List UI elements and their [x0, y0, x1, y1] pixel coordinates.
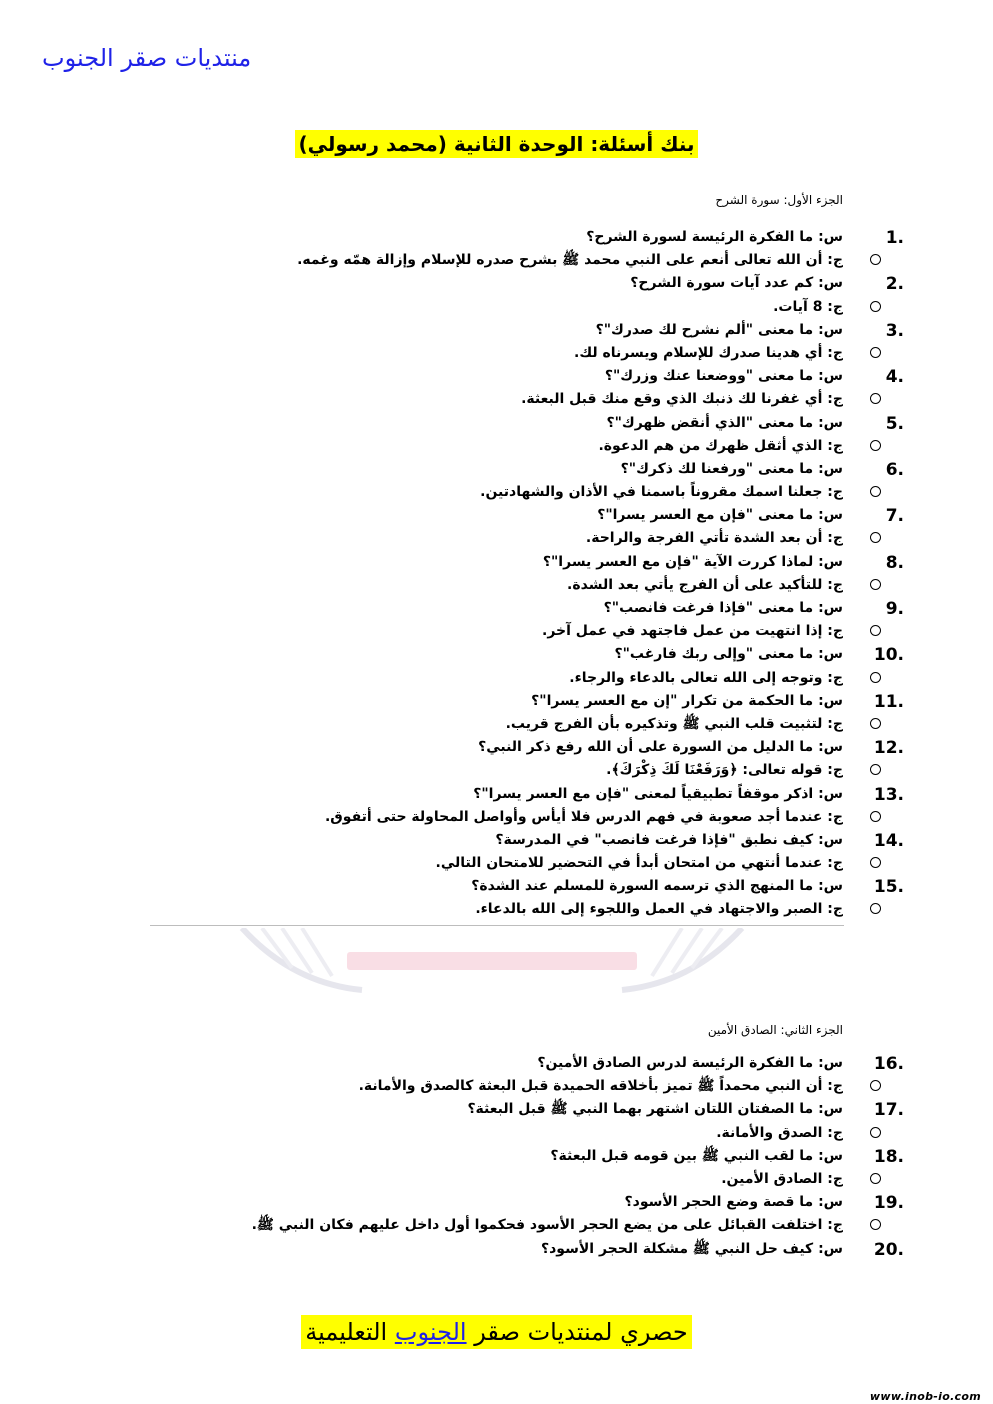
circle-bullet-icon: [870, 1080, 881, 1091]
question-row: [0, 412, 993, 435]
answer-text: ج: لتثبيت قلب النبي ﷺ وتذكيره بأن الفرج قريب.: [505, 715, 843, 732]
answer-text: ج: أي هدينا صدرك للإسلام ويسرناه لك.: [574, 344, 843, 361]
question-row: [0, 690, 993, 713]
circle-bullet-icon: [870, 393, 881, 404]
answer-text: ج: أن النبي محمداً ﷺ تميز بأخلاقه الحميدة قبل البعثة كالصدق والأمانة.: [358, 1078, 843, 1095]
answer-row: [0, 759, 993, 782]
circle-bullet-icon: [870, 1127, 881, 1138]
question-number: 10.: [873, 645, 904, 666]
question-row: [0, 1238, 993, 1261]
circle-bullet-icon: [870, 301, 881, 312]
answer-text: ج: اختلفت القبائل على من يضع الحجر الأسود فحكموا أول داخل عليهم فكان النبي ﷺ.: [251, 1217, 843, 1234]
question-number: 9.: [885, 599, 904, 619]
question-row: [0, 1145, 993, 1168]
question-number: 11.: [873, 691, 904, 712]
question-text: س: ما معنى "فإذا فرغت فانصب"؟: [603, 600, 843, 616]
answer-row: [0, 667, 993, 690]
question-number: 13.: [873, 784, 904, 805]
circle-bullet-icon: [870, 440, 881, 451]
question-row: [0, 319, 993, 342]
question-row: [0, 736, 993, 759]
question-row: [0, 1191, 993, 1214]
section-heading-part-1: الجزء الأول: سورة الشرح: [715, 193, 843, 207]
question-text: س: اذكر موقفاً تطبيقياً لمعنى "فإن مع العسر يسرا"؟: [473, 785, 843, 802]
question-text: س: ما الفكرة الرئيسة لسورة الشرح؟: [586, 229, 843, 245]
question-row: [0, 272, 993, 295]
answer-text: ج: أن بعد الشدة تأتي الفرجة والراحة.: [585, 530, 843, 547]
question-row: [0, 504, 993, 527]
answer-row: [0, 296, 993, 319]
answer-text: ج: الذي أثقل ظهرك من هم الدعوة.: [598, 437, 843, 454]
question-text: س: كيف نطبق "فإذا فرغت فانصب" في المدرسة؟: [495, 831, 843, 848]
question-text: س: لماذا كررت الآية "فإن مع العسر يسرا"؟: [542, 553, 843, 570]
answer-row: [0, 1168, 993, 1191]
answer-text: ج: الصدق والأمانة.: [716, 1124, 843, 1141]
circle-bullet-icon: [870, 532, 881, 543]
question-row: [0, 551, 993, 574]
footer-banner: [301, 1315, 692, 1349]
question-text: س: ما معنى "ووضعنا عنك وزرك"؟: [604, 368, 843, 385]
footer-link[interactable]: الجنوب: [394, 1318, 467, 1346]
answer-row: [0, 435, 993, 458]
document-title: بنك أسئلة: الوحدة الثانية (محمد رسولي): [295, 130, 697, 158]
document-title-container: [0, 130, 993, 158]
question-text: س: ما معنى "وإلى ربك فارغب"؟: [614, 646, 843, 663]
circle-bullet-icon: [870, 903, 881, 914]
question-text: س: ما قصة وضع الحجر الأسود؟: [624, 1194, 843, 1211]
question-text: س: ما معنى "ألم نشرح لك صدرك"؟: [595, 321, 843, 338]
question-row: [0, 597, 993, 620]
question-text: س: ما معنى "الذي أنقض ظهرك"؟: [606, 414, 843, 431]
circle-bullet-icon: [870, 486, 881, 497]
answer-row: [0, 574, 993, 597]
answer-text: ج: أن الله تعالى أنعم على النبي محمد ﷺ بشرح صدره للإسلام وإزالة همّه وغمه.: [297, 252, 843, 269]
footer-text-before: حصري لمنتديات صقر: [466, 1318, 688, 1346]
question-number: 2.: [885, 274, 904, 295]
question-text: س: كم عدد آيات سورة الشرح؟: [630, 275, 843, 292]
question-text: س: كيف حل النبي ﷺ مشكلة الحجر الأسود؟: [541, 1240, 843, 1257]
question-row: [0, 829, 993, 852]
answer-row: [0, 620, 993, 643]
question-number: 12.: [873, 738, 904, 759]
answer-row: [0, 527, 993, 550]
answer-row: [0, 806, 993, 829]
question-row: [0, 643, 993, 666]
section-divider: [150, 925, 844, 926]
question-number: 17.: [873, 1100, 904, 1121]
question-text: س: ما الدليل من السورة على أن الله رفع ذكر النبي؟: [478, 739, 843, 756]
question-row: [0, 458, 993, 481]
question-row: [0, 875, 993, 898]
footer-banner-container: [0, 1315, 993, 1349]
watermark-logo-icon: [232, 928, 752, 998]
circle-bullet-icon: [870, 764, 881, 775]
question-text: س: ما الصفتان اللتان اشتهر بهما النبي ﷺ قبل البعثة؟: [467, 1101, 843, 1118]
circle-bullet-icon: [870, 718, 881, 729]
question-number: 8.: [885, 552, 904, 573]
answer-text: ج: الصادق الأمين.: [721, 1170, 843, 1187]
question-number: 16.: [873, 1054, 904, 1074]
qa-list-part-2: [0, 1052, 993, 1261]
question-text: س: ما المنهج الذي ترسمه السورة للمسلم عند الشدة؟: [471, 878, 843, 895]
circle-bullet-icon: [870, 254, 881, 265]
answer-row: [0, 249, 993, 272]
answer-row: [0, 481, 993, 504]
qa-list-part-1: [0, 226, 993, 922]
circle-bullet-icon: [870, 857, 881, 868]
answer-row: [0, 388, 993, 411]
site-header-title: منتديات صقر الجنوب: [42, 44, 252, 72]
question-number: 14.: [873, 830, 904, 851]
answer-text: ج: للتأكيد على أن الفرج يأتي بعد الشدة.: [567, 576, 843, 593]
question-number: 7.: [885, 506, 904, 527]
question-text: س: ما لقب النبي ﷺ بين قومه قبل البعثة؟: [550, 1147, 843, 1164]
answer-text: ج: الصبر والاجتهاد في العمل واللجوء إلى الله بالدعاء.: [475, 901, 843, 918]
answer-text: ج: إذا انتهيت من عمل فاجتهد في عمل آخر.: [542, 623, 843, 640]
question-number: 15.: [873, 877, 904, 898]
question-text: س: ما معنى "ورفعنا لك ذكرك"؟: [620, 460, 843, 477]
circle-bullet-icon: [870, 811, 881, 822]
site-url: www.inob-io.com: [869, 1390, 981, 1403]
answer-text: ج: أي غفرنا لك ذنبك الذي وقع منك قبل البعثة.: [521, 391, 843, 408]
answer-row: [0, 1122, 993, 1145]
question-number: 6.: [885, 459, 904, 480]
answer-row: [0, 713, 993, 736]
question-number: 5.: [885, 413, 904, 434]
circle-bullet-icon: [870, 625, 881, 636]
circle-bullet-icon: [870, 672, 881, 683]
answer-text: ج: قوله تعالى: ﴿وَرَفَعْنَا لَكَ ذِكْرَكَ﴾.: [606, 762, 843, 779]
question-row: [0, 783, 993, 806]
question-number: 4.: [885, 367, 904, 388]
question-row: [0, 1098, 993, 1121]
answer-row: [0, 1075, 993, 1098]
question-number: 20.: [873, 1239, 904, 1260]
circle-bullet-icon: [870, 1219, 881, 1230]
answer-row: [0, 852, 993, 875]
answer-row: [0, 342, 993, 365]
footer-text-after: التعليمية: [305, 1318, 395, 1346]
answer-text: ج: جعلنا اسمك مقروناً باسمنا في الأذان والشهادتين.: [480, 484, 843, 501]
question-number: 18.: [873, 1146, 904, 1167]
question-number: 3.: [885, 320, 904, 341]
circle-bullet-icon: [870, 1173, 881, 1184]
question-row: [0, 1052, 993, 1075]
question-text: س: ما معنى "فإن مع العسر يسرا"؟: [597, 507, 843, 524]
question-text: س: ما الحكمة من تكرار "إن مع العسر يسرا"؟: [531, 692, 843, 709]
question-row: [0, 226, 993, 249]
answer-text: ج: 8 آيات.: [773, 298, 843, 315]
answer-row: [0, 898, 993, 921]
answer-text: ج: عندما أنتهي من امتحان أبدأ في التحضير للامتحان التالي.: [435, 855, 843, 872]
answer-row: [0, 1214, 993, 1237]
question-text: س: ما الفكرة الرئيسة لدرس الصادق الأمين؟: [537, 1055, 843, 1071]
answer-text: ج: وتوجه إلى الله تعالى بالدعاء والرجاء.: [569, 669, 843, 686]
circle-bullet-icon: [870, 579, 881, 590]
question-row: [0, 365, 993, 388]
question-number: 1.: [885, 228, 904, 248]
circle-bullet-icon: [870, 347, 881, 358]
section-heading-part-2: الجزء الثاني: الصادق الأمين: [707, 1023, 843, 1037]
question-number: 19.: [873, 1193, 904, 1214]
answer-text: ج: عندما أجد صعوبة في فهم الدرس فلا أيأس وأواصل المحاولة حتى أتفوق.: [324, 808, 843, 825]
